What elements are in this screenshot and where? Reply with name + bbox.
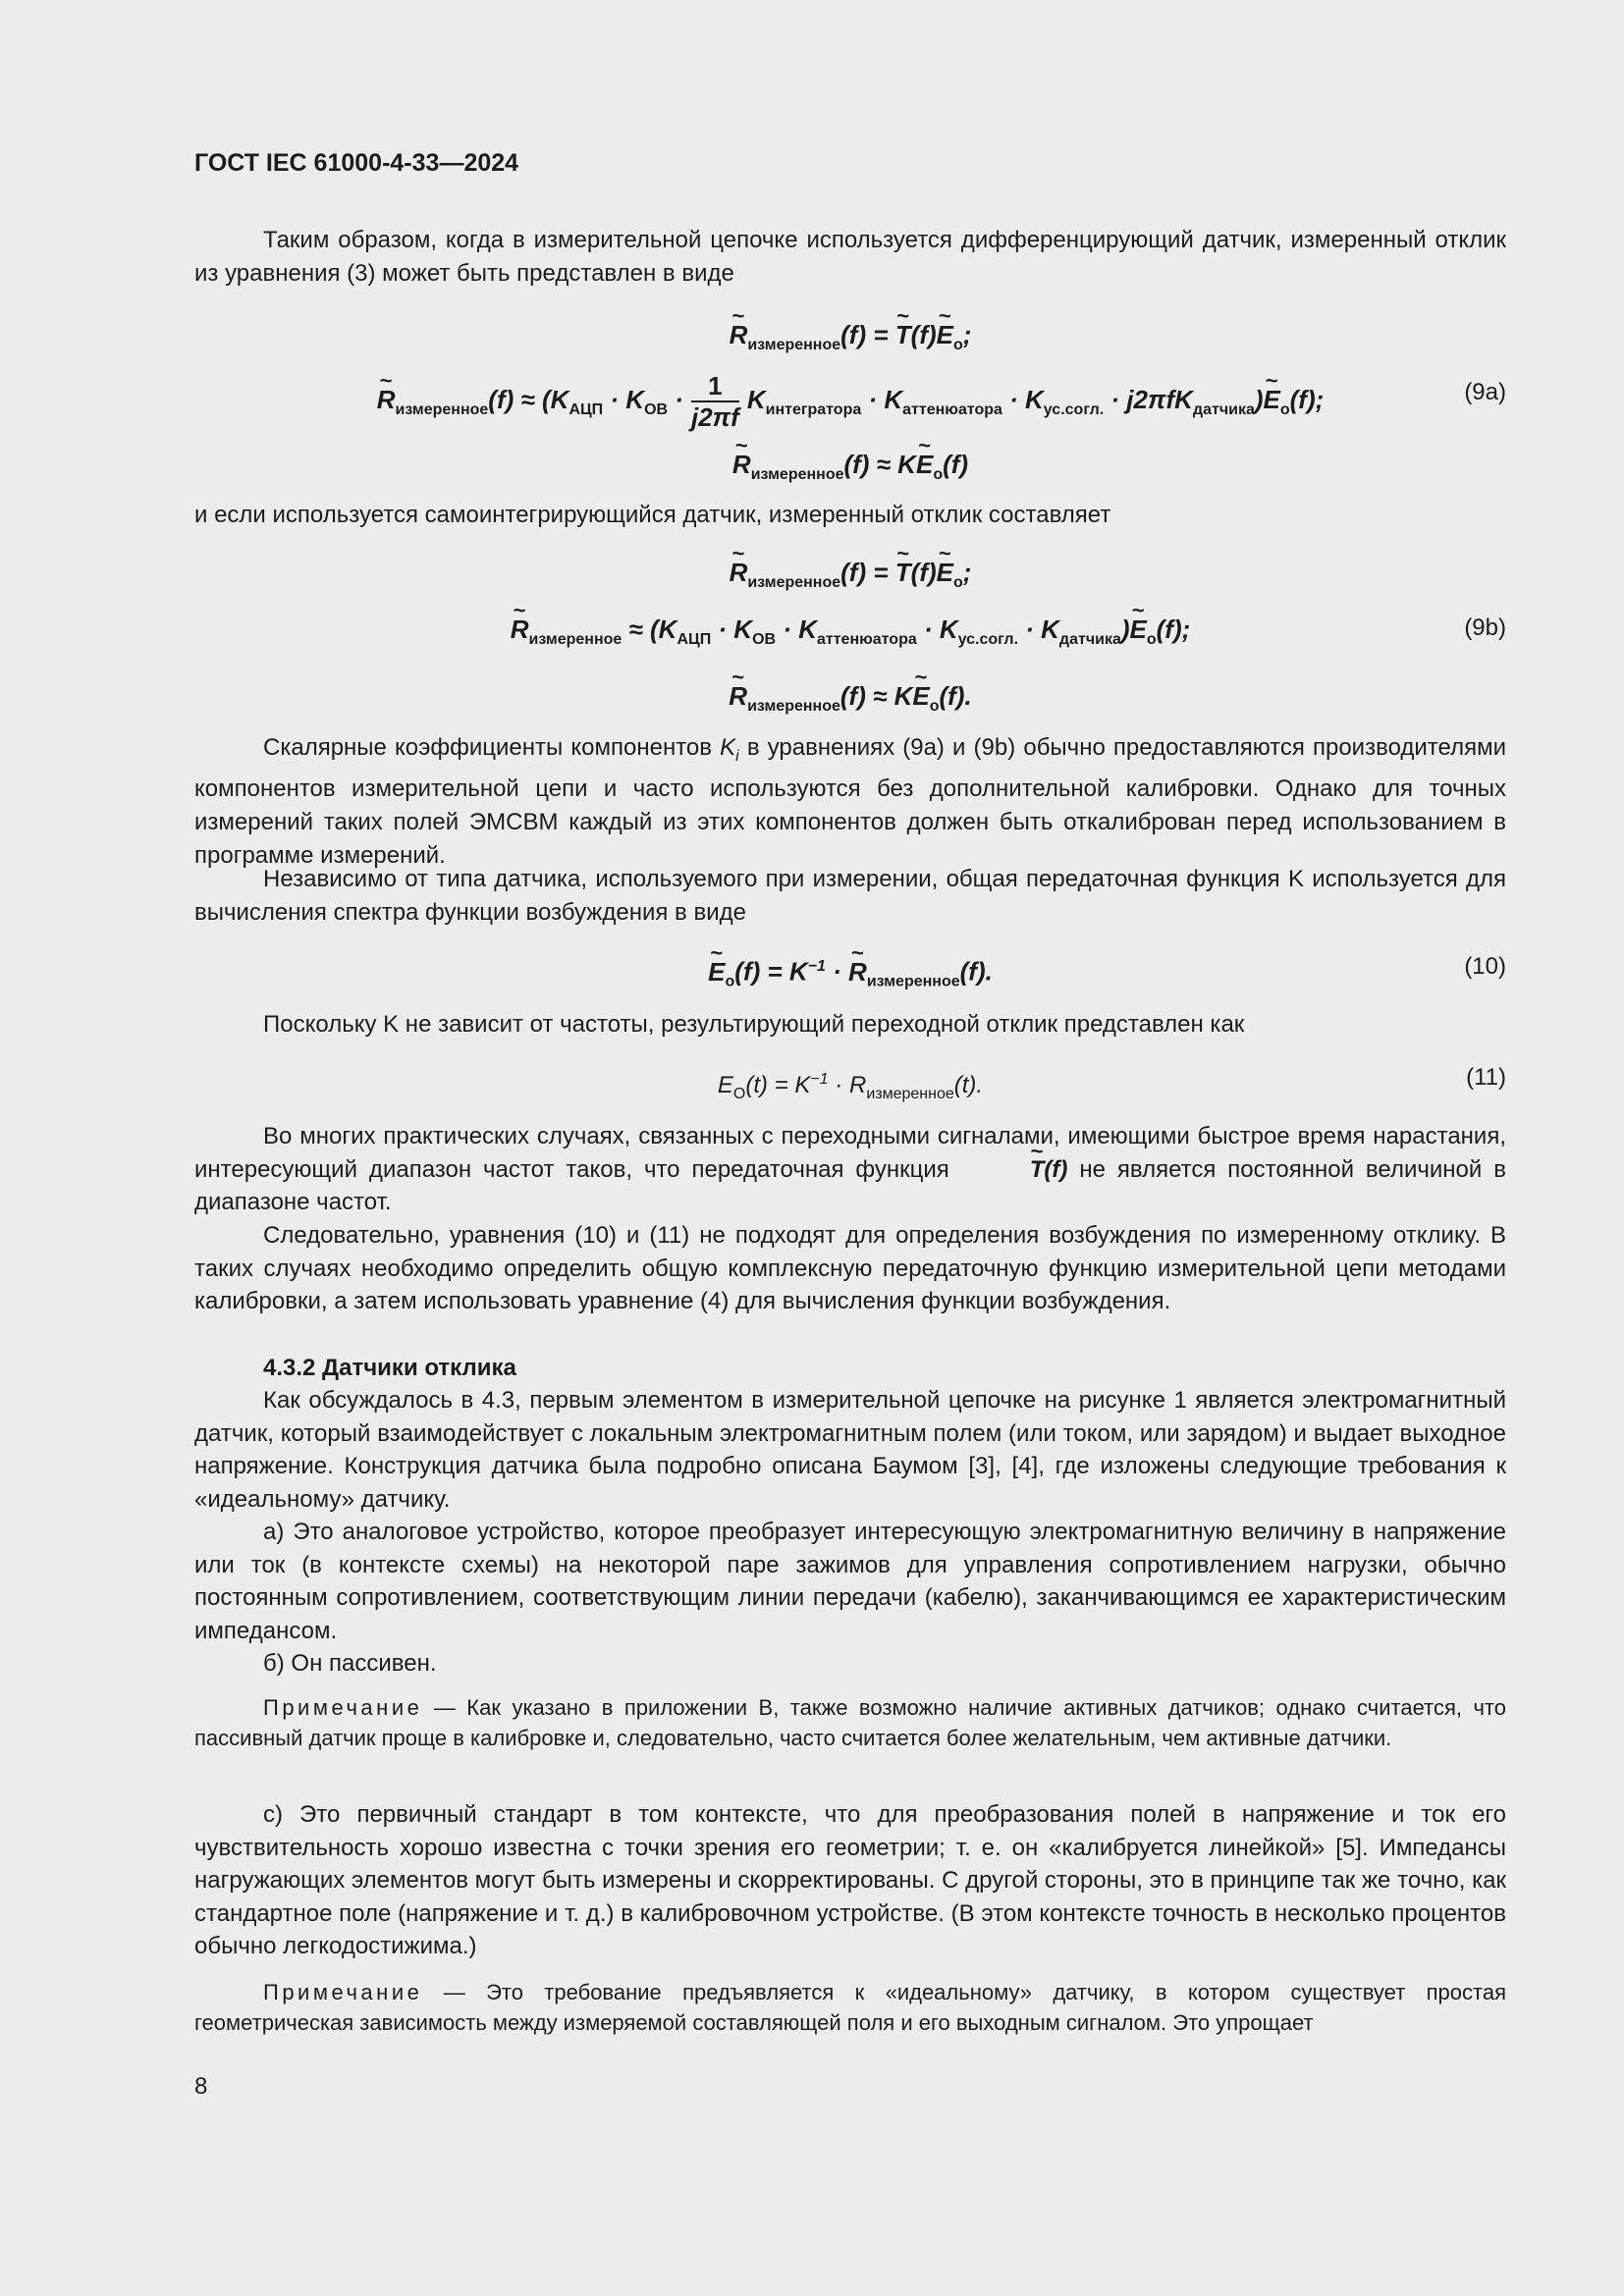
- equation-9b-line1: ~ $R_{измеренное}(f)$ = ~ T(f)~ $E_o$;: [194, 556, 1506, 600]
- page-number: 8: [194, 2073, 208, 2100]
- equation-9a-line1: ~ $R_{измеренное}(f)$ = ~ T(f)~ $E_o$;: [194, 318, 1506, 362]
- fraction-1-over-j2pif: $\frac{1}{j2\pi f}$: [690, 371, 739, 432]
- note-2: Примечание — Это требование предъявляется к «идеальному» датчику, в котором существует простая геометрическая зависимость между измеряемой составляющей поля и его выходным сигналом. Это упрощает: [194, 1980, 1506, 2035]
- equation-number-11: (11): [1466, 1064, 1506, 1091]
- equation-number-9b: (9b): [1464, 614, 1506, 641]
- paragraph-intro: Таким образом, когда в измерительной цепочке используется дифференцирующий датчик, измеренный отклик из уравнения (3) может быть представлен в виде: [194, 227, 1506, 287]
- paragraph-practical-cases: Во многих практических случаях, связанных с переходными сигналами, имеющими быстрое время нарастания, интересующий диапазон частот таков, что передаточная функция ~ T(f) не является постоянной величиной в диапазоне частот.: [194, 1120, 1506, 1219]
- equation-9a: ~ $R_{измеренное}(f) \approx (K_{АЦП} \cdot K_{ОВ}$ · $\frac{1}{j2\pi f}$ $K_{интегратора} \cdot K_{аттенюатора} \cdot K_{ус.согл.}$ · j2πfK$_{датчика}$)~ $E_o(f)$;: [194, 371, 1506, 432]
- list-item-b: б) Он пассивен.: [263, 1650, 437, 1677]
- equation-number-10: (10): [1464, 953, 1506, 980]
- equation-9b: ~ $R_{измеренное} \approx (K_{АЦП} \cdot K_{ОВ} \cdot K_{аттенюатора} \cdot K_{ус.согл.}$ · $K_{датчика})\sim$ $E_o(f)$;: [194, 613, 1506, 657]
- list-item-c: с) Это первичный стандарт в том контексте, что для преобразования полей в напряжение и ток его чувствительность хорошо известна с точки зрения его геометрии; т. е. он «калибруется линейкой» [5]. Импедансы нагружающих элементов могут быть измерены и скорректированы. С другой стороны, это в принципе так же точно, как стандартное поле (напряжение и т. д.) в калибровочном устройстве. (В этом контексте точность в несколько процентов обычно легкодостижима.): [194, 1801, 1506, 1960]
- paragraph-self-integrating: и если используется самоинтегрирующийся датчик, измеренный отклик составляет: [194, 502, 1111, 528]
- equation-9a-line3: ~ $R_{измеренное}(f)$ ≈ K~ $E_o(f)$: [194, 448, 1506, 492]
- paragraph-scalar-coefficients: Скалярные коэффициенты компонентов $K_i$ в уравнениях (9a) и (9b) обычно предоставляются производителями компонентов измерительной цепи и часто используются без дополнительной калибровки. Однако для точных измерений таких полей ЭМСВМ каждый из этих компонентов должен быть откалиброван перед использованием в программе измерений.: [194, 734, 1506, 869]
- note-1: Примечание — Как указано в приложении В, также возможно наличие активных датчиков; однако считается, что пассивный датчик проще в калибровке и, следовательно, часто считается более желательным, чем активные датчики.: [194, 1695, 1506, 1750]
- paragraph-transient-response: Поскольку K не зависит от частоты, результирующий переходной отклик представлен как: [263, 1011, 1245, 1038]
- equation-number-9a: (9a): [1464, 379, 1506, 405]
- document-header: ГОСТ IEC 61000-4-33—2024: [194, 149, 519, 177]
- paragraph-sensor-description: Как обсуждалось в 4.3, первым элементом в измерительной цепочке на рисунке 1 является электромагнитный датчик, который взаимодействует с локальным электромагнитным полем (или током, или зарядом) и выдает выходное напряжение. Конструкция датчика была подробно описана Баумом [3], [4], где изложены следующие требования к «идеальному» датчику.: [194, 1387, 1506, 1513]
- equation-10: ~ $E_o(f) = K^{-1}$ · ~ $R_{измеренное}(f)$.: [194, 950, 1506, 999]
- paragraph-consequently: Следовательно, уравнения (10) и (11) не подходят для определения возбуждения по измеренному отклику. В таких случаях необходимо определить общую комплексную передаточную функцию измерительной цепи методами калибровки, а затем использовать уравнение (4) для вычисления функции возбуждения.: [194, 1222, 1506, 1315]
- paragraph-transfer-function: Независимо от типа датчика, используемого при измерении, общая передаточная функция K используется для вычисления спектра функции возбуждения в виде: [194, 866, 1506, 926]
- list-item-a: а) Это аналоговое устройство, которое преобразует интересующую электромагнитную величину в напряжение или ток (в контексте схемы) на некоторой паре зажимов для управления сопротивлением нагрузки, обычно постоянным сопротивлением, соответствующим линии передачи (кабелю), заканчивающимся ее характеристическим импедансом.: [194, 1519, 1506, 1644]
- section-heading-4-3-2: 4.3.2 Датчики отклика: [263, 1355, 516, 1381]
- equation-9b-line3: ~ $R_{измеренное}(f)$ ≈ K~ $E_o(f)$.: [194, 679, 1506, 723]
- equation-11: $E_O(t) = K^{-1} \cdot R_{измеренное}(t)$.: [717, 1071, 984, 1102]
